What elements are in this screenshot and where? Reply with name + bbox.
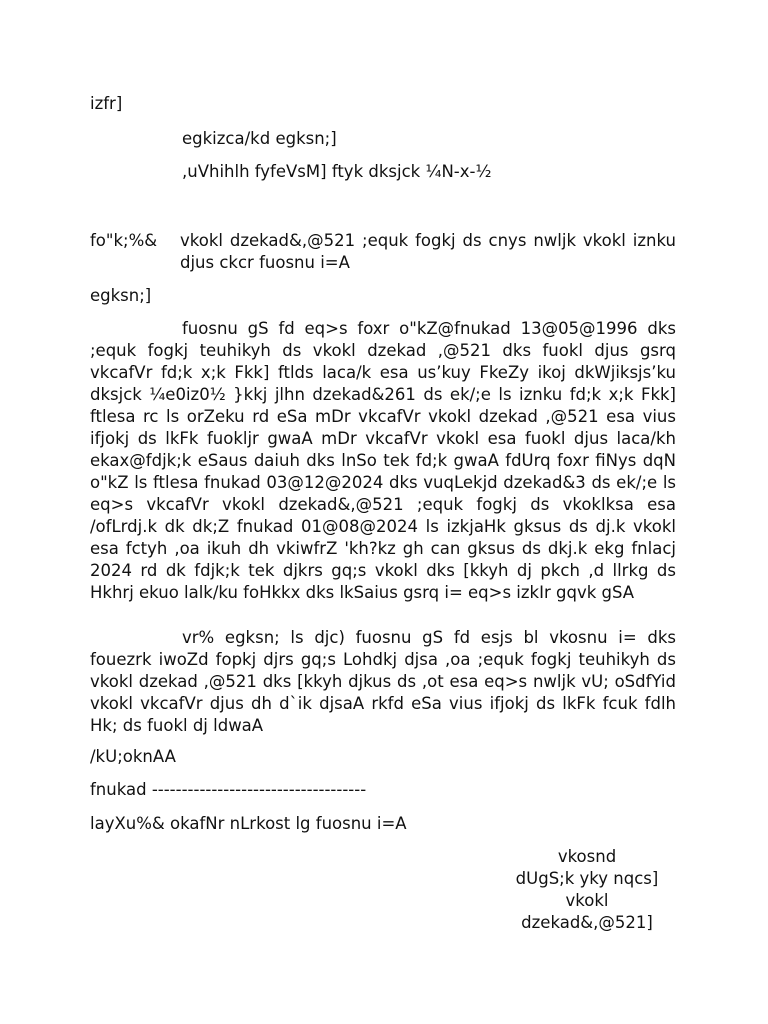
signature-block bbox=[487, 846, 687, 934]
enclosure-line: layXu%& okafNr nLrkost lg fuosnu i=A bbox=[90, 814, 407, 833]
signature-name: dUgS;k yky nqcs] bbox=[515, 869, 659, 888]
to-label: izfr] bbox=[90, 94, 123, 113]
signature-title: vkosnd bbox=[557, 847, 617, 866]
body-paragraph-2: vr% egksn; ls djc) fuosnu gS fd esjs bl vkosnu i= dks fouezrk iwoZd fopkj djrs gq;s Lohdkj djsa ,oa ;equk fogkj teuhikyh ds vkokl dzekad ,@521 dks [kkyh djkus ds ,ot esa eq>s nwljk vU; oSdfYid vkokl vkcafVr djus dh d`ik djsaA rkfd eSa vius ifjokj ds lkFk fcuk fdlh Hk; ds fuokl dj ldwaA bbox=[90, 628, 676, 735]
recipient-line-1: egkizca/kd egksn;] bbox=[182, 129, 337, 148]
salutation: egksn;] bbox=[90, 286, 152, 305]
body-paragraph-1: fuosnu gS fd eq>s foxr o"kZ@fnukad 13@05@1996 dks ;equk fogkj teuhikyh ds vkokl dzekad ,@521 dks fuokl djus gsrq vkcafVr fd;k x;k Fkk] ftlds laca/k esa us’kuy FkeZy ikoj dkWjiksjs’ku dksjck ¼e0iz0½ }kkj jlhn dzekad&261 ds ek/;e ls iznku fd;k x;k Fkk] ftlesa rc ls orZeku rd eSa mDr vkcafVr vkokl dzekad ,@521 esa vius ifjokj ds lkFk fuokljr gwaA mDr vkcafVr vkokl esa fuokl djus laca/kh ekax@fdjk;k eSaus daiuh dks lnSo tek fd;k gwaA fdUrq foxr fiNys dqN o"kZ ls ftlesa fnukad 03@12@2024 dks vuqLekjd dzekad&3 ds ek/;e ls eq>s vkcafVr vkokl dzekad&,@521 ;equk fogkj ds vkoklksa esa /ofLrdj.k dk dk;Z fnukad 01@08@2024 ls izkjaHk gksus ds dj.k vkokl esa fctyh ,oa ikuh dh vkiwfrZ 'kh?kz gh can gksus ds dkj.k ekg fnlacj 2024 rd dk fdjk;k tek djkrs gq;s vkokl dks [kkyh dj pkch ,d llrkg ds Hkhrj ekuo lalk/ku foHkkx dks lkSaius gsrq i= eq>s izkIr gqvk gSA bbox=[90, 319, 676, 602]
signature-residence: vkokl bbox=[565, 891, 609, 910]
date-line: fnukad ------------------------------------ bbox=[90, 780, 367, 799]
thanks-line: /kU;oknAA bbox=[90, 747, 176, 766]
subject-text: vkokl dzekad&,@521 ;equk fogkj ds cnys nwljk vkokl iznku djus ckcr fuosnu i=A bbox=[180, 231, 676, 272]
recipient-line-2: ,uVhihlh fyfeVsM] ftyk dksjck ¼N-x-½ bbox=[182, 162, 492, 181]
signature-quarter-number: dzekad&,@521] bbox=[521, 913, 653, 932]
subject-label: fo"k;%& bbox=[90, 231, 158, 250]
